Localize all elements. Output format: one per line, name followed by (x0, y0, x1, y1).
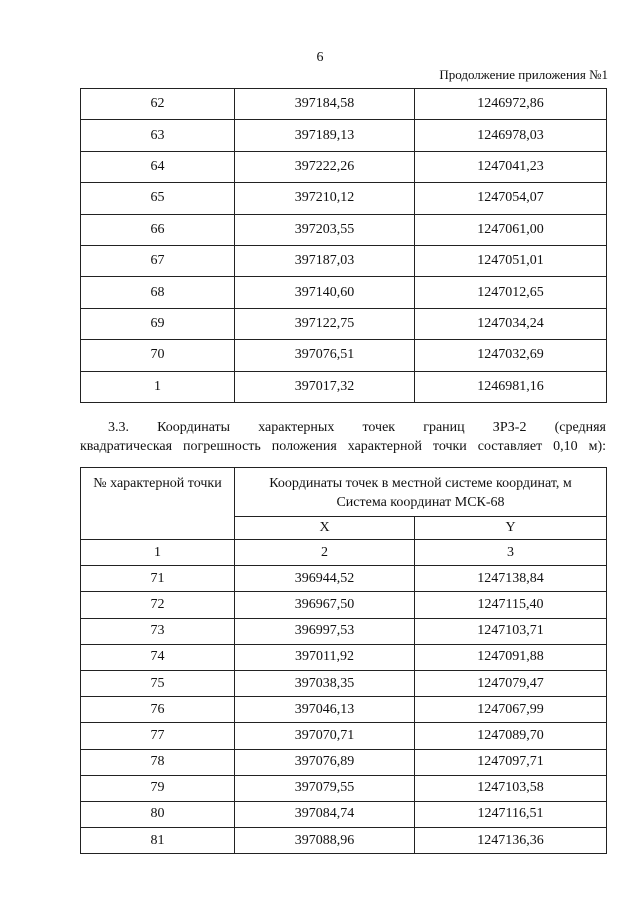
section-3-3-paragraph (80, 418, 606, 456)
point-number-cell: 79 (81, 775, 235, 801)
y-coordinate-cell: 1246981,16 (415, 371, 607, 402)
column-number-cell: 1 (81, 540, 235, 566)
header-x: X (235, 517, 415, 540)
point-number-cell: 70 (81, 340, 235, 371)
point-number-cell: 69 (81, 308, 235, 339)
point-number-cell: 72 (81, 592, 235, 618)
y-coordinate-cell: 1246978,03 (415, 120, 607, 151)
point-number-cell: 66 (81, 214, 235, 245)
header-coordinates (235, 468, 607, 517)
column-number-cell: 3 (415, 540, 607, 566)
x-coordinate-cell: 396997,53 (235, 618, 415, 644)
point-number-cell: 73 (81, 618, 235, 644)
section-text-line-2: квадратическая погрешность положения характерной точки составляет 0,10 м): (80, 439, 606, 454)
table-row (81, 277, 607, 308)
table-row (81, 749, 607, 775)
x-coordinate-cell: 397203,55 (235, 214, 415, 245)
point-number-cell: 77 (81, 723, 235, 749)
x-coordinate-cell: 396967,50 (235, 592, 415, 618)
page-number: 6 (316, 50, 324, 65)
table-row (81, 723, 607, 749)
x-coordinate-cell: 397079,55 (235, 775, 415, 801)
x-coordinate-cell: 397017,32 (235, 371, 415, 402)
x-coordinate-cell: 397122,75 (235, 308, 415, 339)
x-coordinate-cell: 397140,60 (235, 277, 415, 308)
table-row (81, 566, 607, 592)
y-coordinate-cell: 1247034,24 (415, 308, 607, 339)
table-row (81, 308, 607, 339)
y-coordinate-cell: 1247054,07 (415, 183, 607, 214)
header-point-number: № характерной точки (81, 468, 235, 540)
header-coordinates-line-2: Система координат МСК-68 (336, 495, 505, 510)
appendix-continuation-note: Продолжение приложения №1 (439, 67, 608, 82)
y-coordinate-cell: 1247051,01 (415, 245, 607, 276)
y-coordinate-cell: 1247103,58 (415, 775, 607, 801)
table-row (81, 697, 607, 723)
point-number-cell: 81 (81, 828, 235, 854)
x-coordinate-cell: 397084,74 (235, 801, 415, 827)
y-coordinate-cell: 1247138,84 (415, 566, 607, 592)
coordinates-table-continued (80, 88, 607, 403)
y-coordinate-cell: 1247103,71 (415, 618, 607, 644)
point-number-cell: 68 (81, 277, 235, 308)
y-coordinate-cell: 1247032,69 (415, 340, 607, 371)
table-row (81, 371, 607, 402)
table-row (81, 801, 607, 827)
header-coordinates-line-1: Координаты точек в местной системе координат, м (269, 476, 572, 491)
y-coordinate-cell: 1247012,65 (415, 277, 607, 308)
y-coordinate-cell: 1247097,71 (415, 749, 607, 775)
x-coordinate-cell: 397076,51 (235, 340, 415, 371)
column-number-row (81, 540, 607, 566)
table-row (81, 644, 607, 670)
x-coordinate-cell: 397070,71 (235, 723, 415, 749)
y-coordinate-cell: 1247115,40 (415, 592, 607, 618)
point-number-cell: 78 (81, 749, 235, 775)
table-row (81, 340, 607, 371)
table-row (81, 183, 607, 214)
point-number-cell: 75 (81, 670, 235, 696)
y-coordinate-cell: 1247091,88 (415, 644, 607, 670)
table2-body (81, 540, 607, 854)
table-row (81, 214, 607, 245)
y-coordinate-cell: 1246972,86 (415, 89, 607, 120)
table-row (81, 775, 607, 801)
table-row (81, 670, 607, 696)
x-coordinate-cell: 397222,26 (235, 151, 415, 182)
coordinates-table-zrz-2 (80, 467, 607, 854)
header-y: Y (415, 517, 607, 540)
point-number-cell: 74 (81, 644, 235, 670)
table-row (81, 89, 607, 120)
point-number-cell: 71 (81, 566, 235, 592)
column-number-cell: 2 (235, 540, 415, 566)
point-number-cell: 63 (81, 120, 235, 151)
table-row (81, 828, 607, 854)
x-coordinate-cell: 397011,92 (235, 644, 415, 670)
y-coordinate-cell: 1247061,00 (415, 214, 607, 245)
point-number-cell: 76 (81, 697, 235, 723)
table2-header (81, 468, 607, 540)
table-row (81, 120, 607, 151)
section-text-line-1: 3.3. Координаты характерных точек границ ЗРЗ-2 (средняя (108, 420, 606, 435)
point-number-cell: 65 (81, 183, 235, 214)
y-coordinate-cell: 1247089,70 (415, 723, 607, 749)
point-number-cell: 62 (81, 89, 235, 120)
point-number-cell: 64 (81, 151, 235, 182)
table-row (81, 151, 607, 182)
table-row (81, 592, 607, 618)
y-coordinate-cell: 1247116,51 (415, 801, 607, 827)
y-coordinate-cell: 1247079,47 (415, 670, 607, 696)
y-coordinate-cell: 1247067,99 (415, 697, 607, 723)
point-number-cell: 67 (81, 245, 235, 276)
x-coordinate-cell: 396944,52 (235, 566, 415, 592)
table-row (81, 245, 607, 276)
table1-body (81, 89, 607, 403)
table-row (81, 618, 607, 644)
x-coordinate-cell: 397038,35 (235, 670, 415, 696)
x-coordinate-cell: 397088,96 (235, 828, 415, 854)
point-number-cell: 1 (81, 371, 235, 402)
x-coordinate-cell: 397046,13 (235, 697, 415, 723)
x-coordinate-cell: 397210,12 (235, 183, 415, 214)
y-coordinate-cell: 1247136,36 (415, 828, 607, 854)
x-coordinate-cell: 397076,89 (235, 749, 415, 775)
y-coordinate-cell: 1247041,23 (415, 151, 607, 182)
x-coordinate-cell: 397189,13 (235, 120, 415, 151)
x-coordinate-cell: 397187,03 (235, 245, 415, 276)
point-number-cell: 80 (81, 801, 235, 827)
x-coordinate-cell: 397184,58 (235, 89, 415, 120)
